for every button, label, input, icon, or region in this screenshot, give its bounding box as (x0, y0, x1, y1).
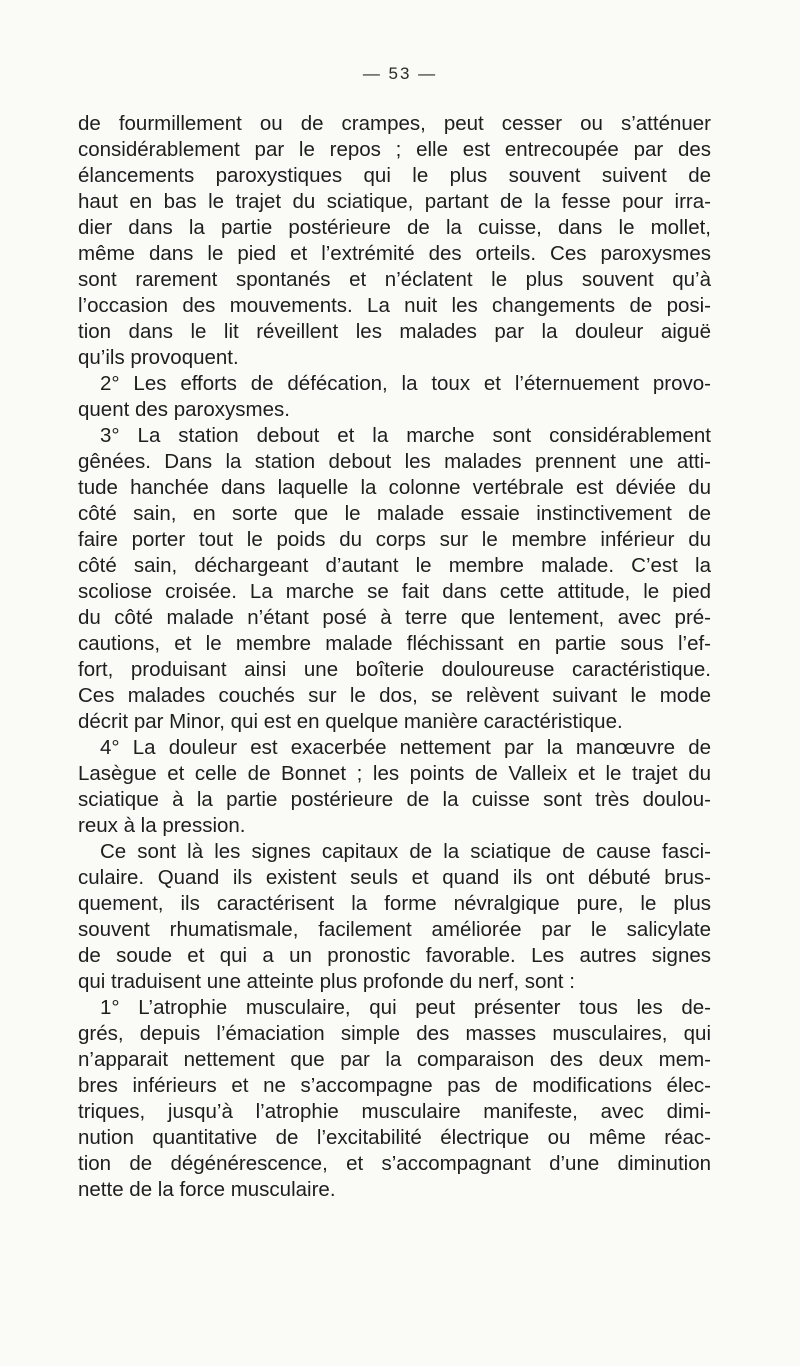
text-line: tion dans le lit réveillent les malades par la douleur aiguë (78, 320, 711, 343)
text-line: Ces malades couchés sur le dos, se relèvent suivant le mode (78, 684, 711, 707)
text-line: sciatique à la partie postérieure de la cuisse sont très doulou- (78, 788, 711, 811)
text-line: côté sain, déchargeant d’autant le membre malade. C’est la (78, 554, 711, 577)
text-line: qui traduisent une atteinte plus profonde du nerf, sont : (78, 970, 575, 993)
text-line: sont rarement spontanés et n’éclatent le plus souvent qu’à (78, 268, 711, 291)
text-line: souvent rhumatismale, facilement améliorée par le salicylate (78, 918, 711, 941)
text-line: cautions, et le membre malade fléchissant en partie sous l’ef- (78, 632, 711, 655)
text-line: triques, jusqu’à l’atrophie musculaire manifeste, avec dimi- (78, 1100, 711, 1123)
text-line: quent des paroxysmes. (78, 398, 290, 421)
text-line: nette de la force musculaire. (78, 1178, 336, 1201)
text-line: culaire. Quand ils existent seuls et quand ils ont débuté brus- (78, 866, 711, 889)
text-line: scoliose croisée. La marche se fait dans cette attitude, le pied (78, 580, 711, 603)
page-number: — 53 — (362, 64, 438, 83)
text-line: tude hanchée dans laquelle la colonne vertébrale est déviée du (78, 476, 711, 499)
text-line: 2° Les efforts de défécation, la toux et l’éternuement provo- (100, 372, 711, 395)
text-line: considérablement par le repos ; elle est entrecoupée par des (78, 138, 711, 161)
text-line: bres inférieurs et ne s’accompagne pas de modifications élec- (78, 1074, 711, 1097)
text-line: décrit par Minor, qui est en quelque manière caractéristique. (78, 710, 623, 733)
text-line: tion de dégénérescence, et s’accompagnant d’une diminution (78, 1152, 711, 1175)
text-line: l’occasion des mouvements. La nuit les changements de posi- (78, 294, 711, 317)
text-line: 1° L’atrophie musculaire, qui peut présenter tous les de- (100, 996, 711, 1019)
text-line: fort, produisant ainsi une boîterie douloureuse caractéristique. (78, 658, 711, 681)
text-line: nution quantitative de l’excitabilité électrique ou même réac- (78, 1126, 711, 1149)
text-line: du côté malade n’étant posé à terre que lentement, avec pré- (78, 606, 711, 629)
text-line: Ce sont là les signes capitaux de la sciatique de cause fasci- (100, 840, 711, 863)
text-line: n’apparait nettement que par la comparaison des deux mem- (78, 1048, 711, 1071)
text-line: dier dans la partie postérieure de la cuisse, dans le mollet, (78, 216, 711, 239)
text-line: Lasègue et celle de Bonnet ; les points de Valleix et le trajet du (78, 762, 711, 785)
text-line: haut en bas le trajet du sciatique, partant de la fesse pour irra- (78, 190, 711, 213)
text-line: gênées. Dans la station debout les malades prennent une atti- (78, 450, 711, 473)
text-line: grés, depuis l’émaciation simple des masses musculaires, qui (78, 1022, 711, 1045)
text-line: 3° La station debout et la marche sont considérablement (100, 424, 711, 447)
text-line: faire porter tout le poids du corps sur le membre inférieur du (78, 528, 711, 551)
text-line: de soude et qui a un pronostic favorable. Les autres signes (78, 944, 711, 967)
text-line: même dans le pied et l’extrémité des orteils. Ces paroxysmes (78, 242, 711, 265)
text-line: de fourmillement ou de crampes, peut cesser ou s’atténuer (78, 112, 711, 135)
text-line: élancements paroxystiques qui le plus souvent suivent de (78, 164, 711, 187)
text-line: 4° La douleur est exacerbée nettement par la manœuvre de (100, 736, 711, 759)
text-line: côté sain, en sorte que le malade essaie instinctivement de (78, 502, 711, 525)
text-line: quement, ils caractérisent la forme névralgique pure, le plus (78, 892, 711, 915)
text-line: reux à la pression. (78, 814, 246, 837)
text-line: qu’ils provoquent. (78, 346, 239, 369)
